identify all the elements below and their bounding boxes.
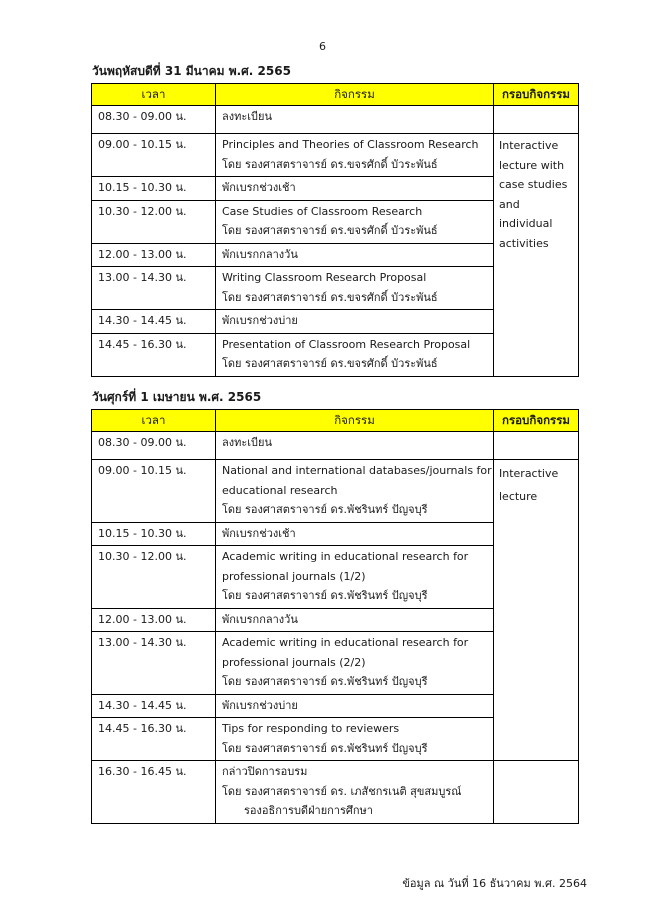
frame-cell-empty bbox=[494, 432, 579, 460]
activity-cell: Academic writing in educational research for professional journals (1/2) โดย รองศาสตราจารย์ ดร.พัชรินทร์ ปัญจบุรี bbox=[216, 546, 494, 609]
activity-cell: พักเบรกช่วงเช้า bbox=[216, 177, 494, 201]
time-cell: 09.00 - 10.15 น. bbox=[92, 134, 216, 177]
time-cell: 12.00 - 13.00 น. bbox=[92, 608, 216, 632]
activity-cell: พักเบรกช่วงบ่าย bbox=[216, 310, 494, 334]
activity-cell: Case Studies of Classroom Research โดย รองศาสตราจารย์ ดร.ขจรศักดิ์ บัวระพันธ์ bbox=[216, 200, 494, 243]
column-header-activity: กิจกรรม bbox=[216, 410, 494, 432]
time-cell: 13.00 - 14.30 น. bbox=[92, 632, 216, 695]
page-number: 6 bbox=[319, 40, 326, 53]
activity-cell: พักเบรกกลางวัน bbox=[216, 243, 494, 267]
column-header-frame: กรอบกิจกรรม bbox=[494, 84, 579, 106]
column-header-time: เวลา bbox=[92, 410, 216, 432]
time-cell: 08.30 - 09.00 น. bbox=[92, 432, 216, 460]
activity-frame-cell: Interactive lecture bbox=[494, 460, 579, 761]
activity-cell: Academic writing in educational research for professional journals (2/2) โดย รองศาสตราจารย์ ดร.พัชรินทร์ ปัญจบุรี bbox=[216, 632, 494, 695]
activity-cell: Presentation of Classroom Research Proposal โดย รองศาสตราจารย์ ดร.ขจรศักดิ์ บัวระพันธ์ bbox=[216, 333, 494, 376]
time-cell: 10.15 - 10.30 น. bbox=[92, 522, 216, 546]
activity-cell: National and international databases/journals for educational research โดย รองศาสตราจารย์ ดร.พัชรินทร์ ปัญจบุรี bbox=[216, 460, 494, 523]
table-row bbox=[92, 432, 579, 460]
column-header-activity: กิจกรรม bbox=[216, 84, 494, 106]
time-cell: 10.15 - 10.30 น. bbox=[92, 177, 216, 201]
activity-cell: พักเบรกช่วงบ่าย bbox=[216, 694, 494, 718]
time-cell: 10.30 - 12.00 น. bbox=[92, 200, 216, 243]
activity-cell: Principles and Theories of Classroom Research โดย รองศาสตราจารย์ ดร.ขจรศักดิ์ บัวระพันธ์ bbox=[216, 134, 494, 177]
activity-cell: พักเบรกช่วงเช้า bbox=[216, 522, 494, 546]
column-header-frame: กรอบกิจกรรม bbox=[494, 410, 579, 432]
activity-frame-cell: Interactive lecture with case studies and individual activities bbox=[494, 134, 579, 377]
schedule-table-friday bbox=[91, 409, 579, 824]
frame-cell-empty bbox=[494, 761, 579, 824]
activity-cell: Tips for responding to reviewers โดย รองศาสตราจารย์ ดร.พัชรินทร์ ปัญจบุรี bbox=[216, 718, 494, 761]
column-header-time: เวลา bbox=[92, 84, 216, 106]
time-cell: 09.00 - 10.15 น. bbox=[92, 460, 216, 523]
time-cell: 14.30 - 14.45 น. bbox=[92, 694, 216, 718]
time-cell: 14.45 - 16.30 น. bbox=[92, 333, 216, 376]
schedule-table-thursday bbox=[91, 83, 579, 377]
time-cell: 14.45 - 16.30 น. bbox=[92, 718, 216, 761]
table-row-closing bbox=[92, 761, 579, 824]
time-cell: 13.00 - 14.30 น. bbox=[92, 267, 216, 310]
footer-data-date: ข้อมูล ณ วันที่ 16 ธันวาคม พ.ศ. 2564 bbox=[402, 877, 587, 890]
time-cell: 12.00 - 13.00 น. bbox=[92, 243, 216, 267]
table-header-row bbox=[92, 84, 579, 106]
time-cell: 10.30 - 12.00 น. bbox=[92, 546, 216, 609]
table-row bbox=[92, 106, 579, 134]
time-cell: 16.30 - 16.45 น. bbox=[92, 761, 216, 824]
table-row bbox=[92, 460, 579, 523]
time-cell: 08.30 - 09.00 น. bbox=[92, 106, 216, 134]
day-heading-friday: วันศุกร์ที่ 1 เมษายน พ.ศ. 2565 bbox=[92, 390, 262, 404]
activity-cell: ลงทะเบียน bbox=[216, 432, 494, 460]
activity-cell: Writing Classroom Research Proposal โดย รองศาสตราจารย์ ดร.ขจรศักดิ์ บัวระพันธ์ bbox=[216, 267, 494, 310]
frame-cell-empty bbox=[494, 106, 579, 134]
activity-cell: พักเบรกกลางวัน bbox=[216, 608, 494, 632]
table-row bbox=[92, 134, 579, 177]
day-heading-thursday: วันพฤหัสบดีที่ 31 มีนาคม พ.ศ. 2565 bbox=[92, 64, 291, 78]
table-header-row bbox=[92, 410, 579, 432]
activity-cell: ลงทะเบียน bbox=[216, 106, 494, 134]
time-cell: 14.30 - 14.45 น. bbox=[92, 310, 216, 334]
activity-cell: กล่าวปิดการอบรม โดย รองศาสตราจารย์ ดร. เภสัชกรเนติ สุขสมบูรณ์ รองอธิการบดีฝ่ายการศึกษา bbox=[216, 761, 494, 824]
